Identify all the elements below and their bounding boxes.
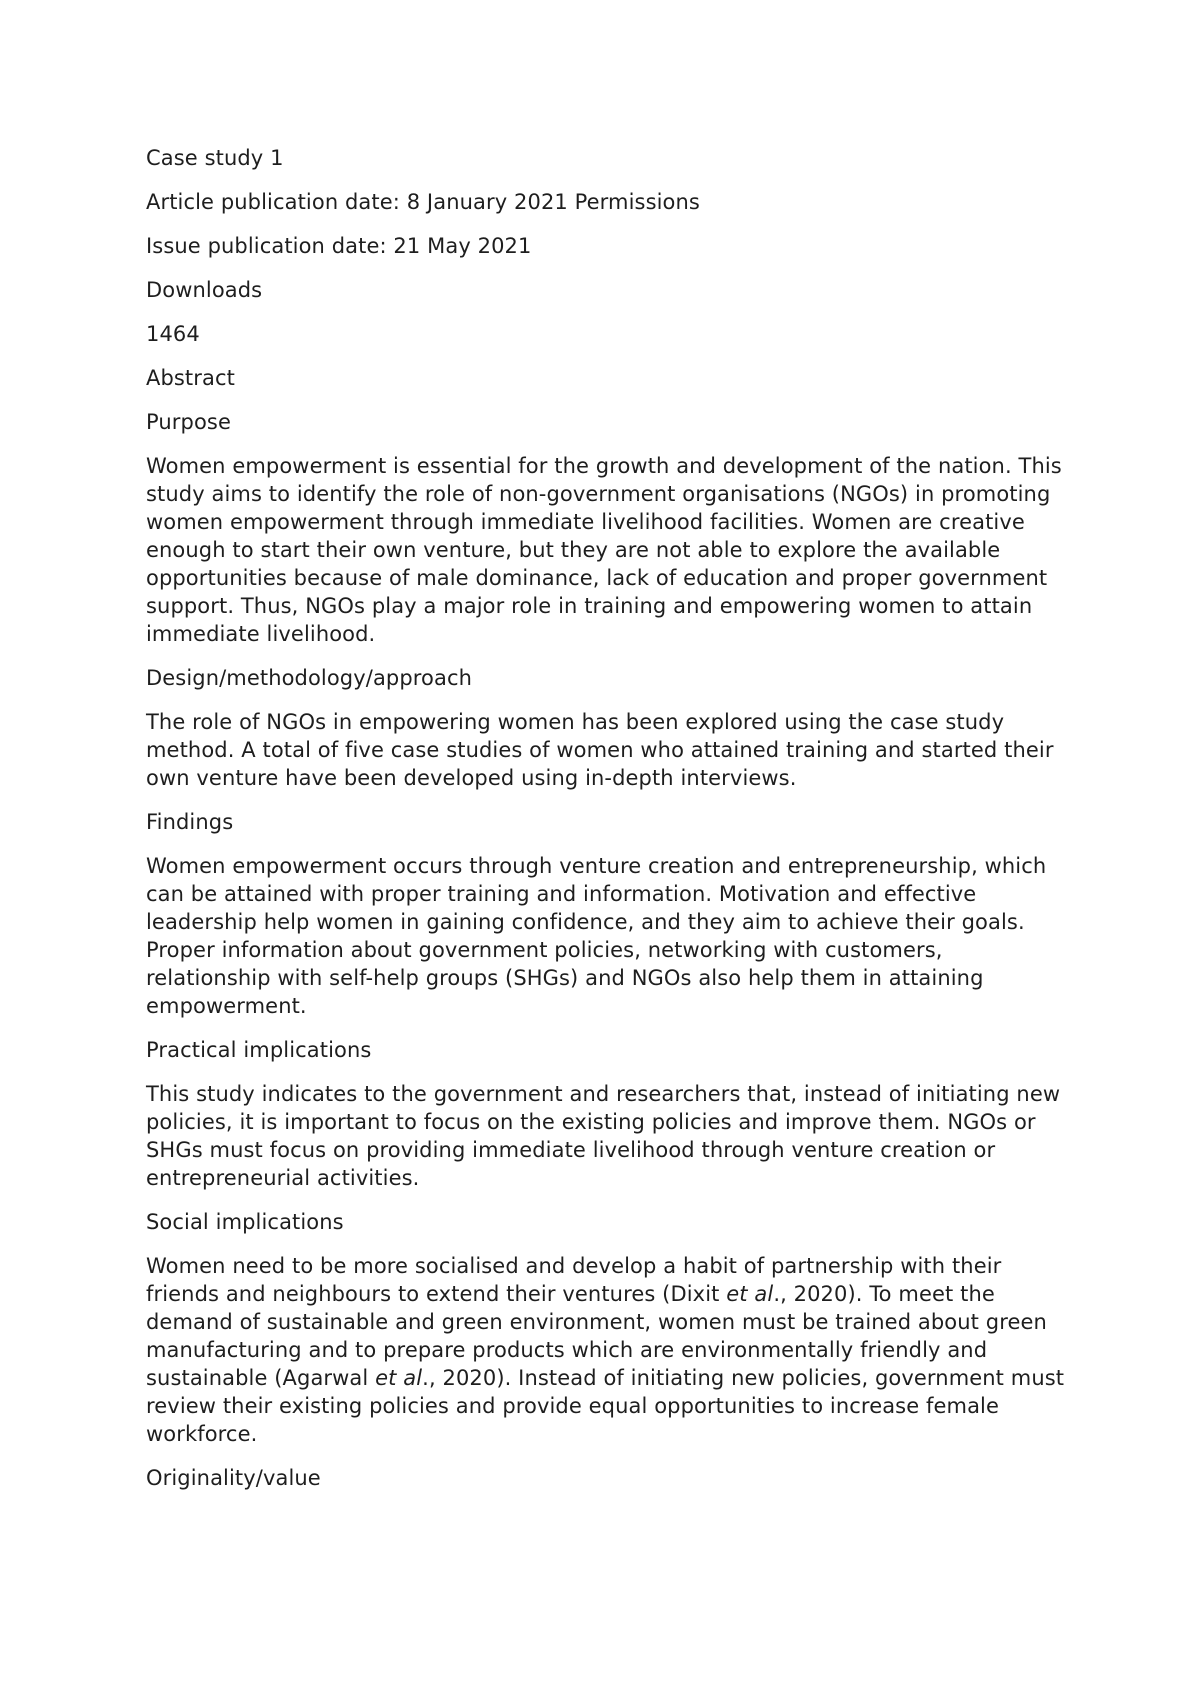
downloads-count: 1464 <box>146 322 200 346</box>
citation-et-al-1: et al <box>726 1282 774 1306</box>
findings-heading: Findings <box>146 810 234 834</box>
downloads-label: Downloads <box>146 278 263 302</box>
social-implications-paragraph <box>146 1252 1066 1448</box>
article-publication-date: Article publication date: 8 January 2021 Permissions <box>146 190 700 214</box>
findings-paragraph: Women empowerment occurs through venture creation and entrepreneurship, which can be attained with proper training and information. Motivation and effective leadership help women in gaining confidence, and they aim to achieve their goals. Proper information about government policies, networking with customers, relationship with self-help groups (SHGs) and NGOs also help them in attaining empowerment. <box>146 854 1047 1018</box>
purpose-heading: Purpose <box>146 410 231 434</box>
social-text-part-1: Women need to be more socialised and develop a habit of partnership with their friends and neighbours to extend their ventures (Dixit <box>146 1254 1002 1306</box>
originality-heading: Originality/value <box>146 1466 321 1490</box>
practical-implications-heading: Practical implications <box>146 1038 372 1062</box>
document-body <box>146 144 1066 1508</box>
design-heading: Design/methodology/approach <box>146 666 473 690</box>
practical-implications-paragraph: This study indicates to the government and researchers that, instead of initiating new policies, it is important to focus on the existing policies and improve them. NGOs or SHGs must focus on providing immediate livelihood through venture creation or entrepreneurial activities. <box>146 1082 1061 1190</box>
social-text-part-3: ., 2020). Instead of initiating new policies, government must review their existing policies and provide equal opportunities to increase female workforce. <box>146 1366 1065 1446</box>
issue-publication-date: Issue publication date: 21 May 2021 <box>146 234 532 258</box>
purpose-paragraph: Women empowerment is essential for the growth and development of the nation. This study aims to identify the role of non-government organisations (NGOs) in promoting women empowerment through immediate livelihood facilities. Women are creative enough to start their own venture, but they are not able to explore the available opportunities because of male dominance, lack of education and proper government support. Thus, NGOs play a major role in training and empowering women to attain immediate livelihood. <box>146 454 1062 646</box>
citation-et-al-2: et al <box>375 1366 423 1390</box>
design-paragraph: The role of NGOs in empowering women has been explored using the case study method. A total of five case studies of women who attained training and started their own venture have been developed using in-depth interviews. <box>146 710 1054 790</box>
abstract-heading: Abstract <box>146 366 235 390</box>
case-study-title: Case study 1 <box>146 146 284 170</box>
social-implications-heading: Social implications <box>146 1210 344 1234</box>
social-text-part-2: ., 2020). To meet the demand of sustainable and green environment, women must be trained about green manufacturing and to prepare products which are environmentally friendly and sustainable (Agarwal <box>146 1282 1047 1390</box>
